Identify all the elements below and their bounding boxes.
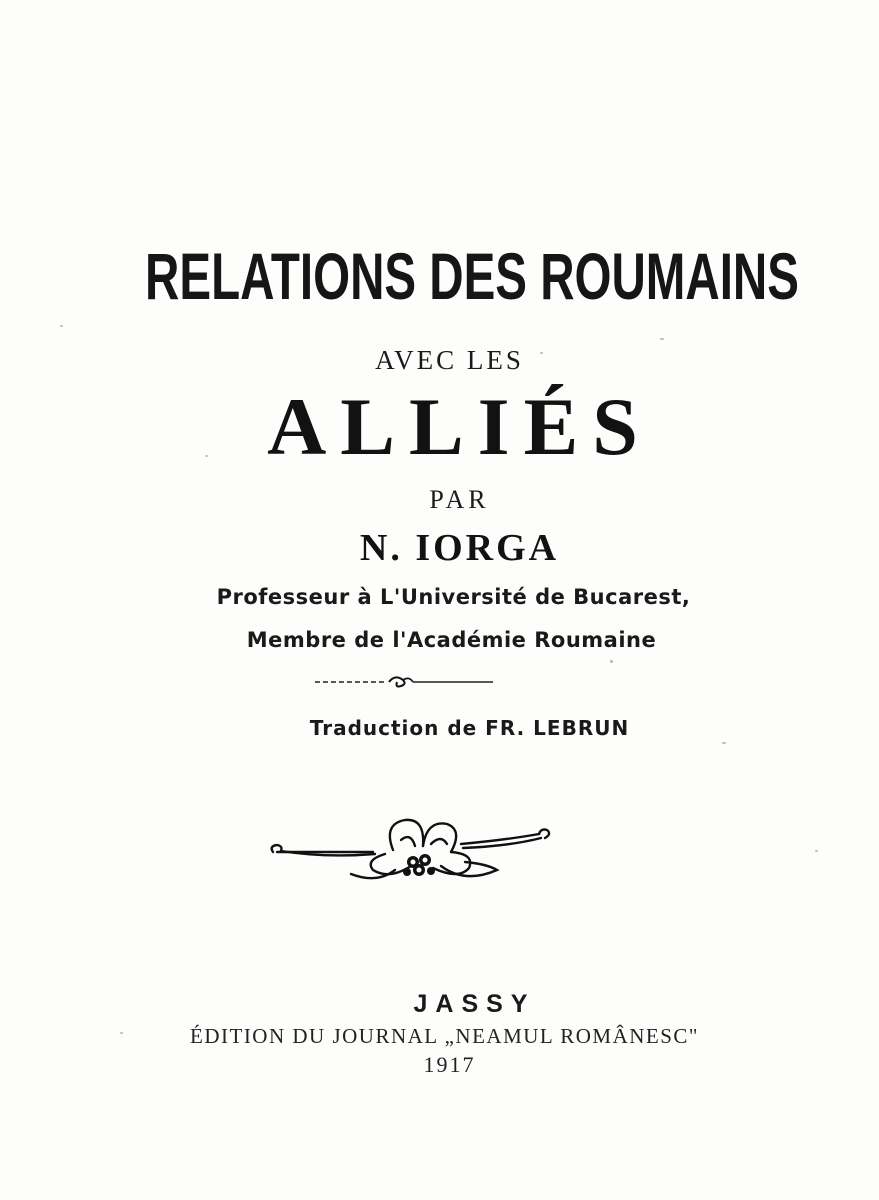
imprint-publisher: ÉDITION DU JOURNAL „NEAMUL ROMÂNESC" <box>190 1024 699 1048</box>
floral-ornament-icon <box>265 810 555 890</box>
scan-speck <box>540 352 543 354</box>
author-position: Professeur à L'Université de Bucarest, <box>216 585 691 609</box>
translation-credit: Traduction de FR. LEBRUN <box>309 716 630 740</box>
imprint-year: 1917 <box>423 1052 476 1077</box>
scan-speck <box>610 660 613 663</box>
subtitle-main: ALLIÉS <box>267 381 652 472</box>
subtitle-connector: AVEC LES <box>375 345 524 375</box>
book-title: RELATIONS DES ROUMAINS <box>145 239 799 313</box>
fleuron-divider-icon <box>315 672 495 692</box>
by-line: PAR <box>429 485 490 514</box>
scan-speck <box>815 850 818 852</box>
scan-speck <box>660 338 664 340</box>
imprint-city: JASSY <box>413 990 536 1018</box>
author-name: N. IORGA <box>359 527 560 569</box>
scan-speck <box>120 1032 123 1034</box>
scan-speck <box>60 325 63 327</box>
author-membership: Membre de l'Académie Roumaine <box>246 628 657 652</box>
scan-speck <box>722 742 726 744</box>
scan-speck <box>205 455 208 457</box>
